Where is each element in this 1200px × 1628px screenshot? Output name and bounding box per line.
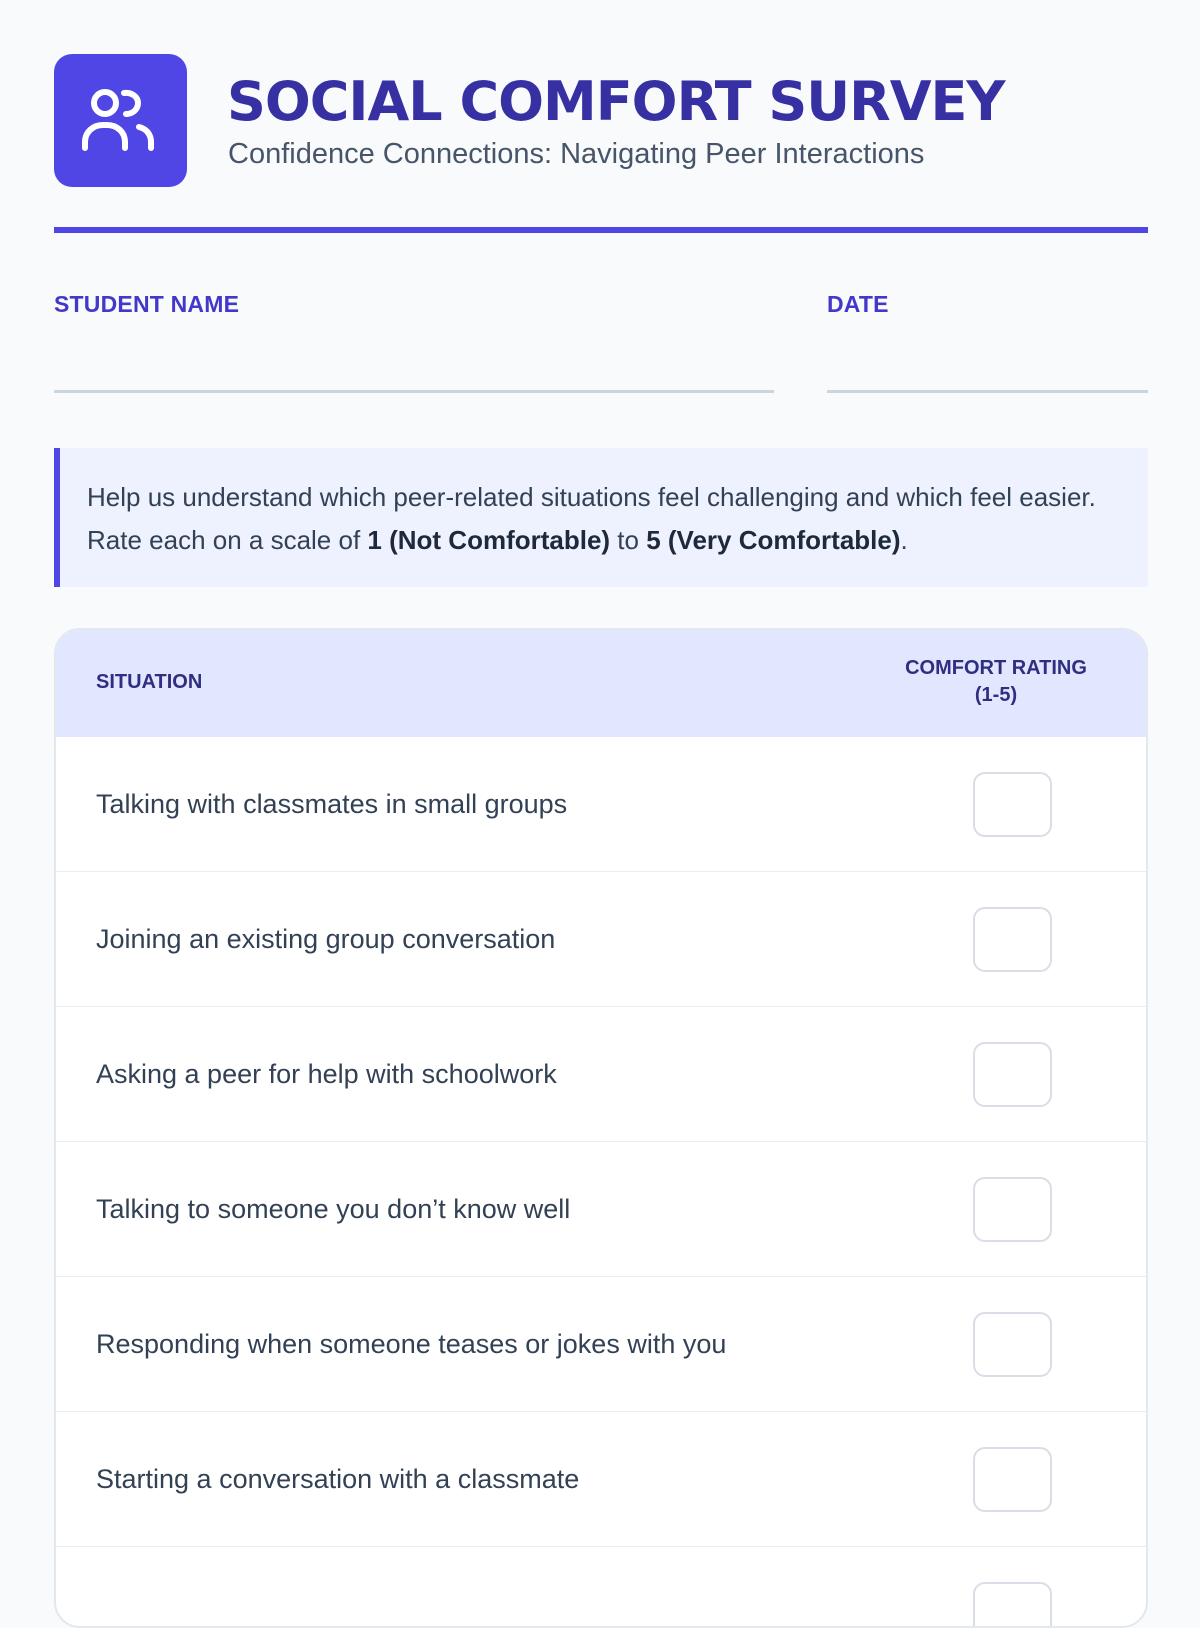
logo	[54, 54, 187, 187]
situation-label: Talking with classmates in small groups	[96, 789, 568, 819]
rating-input[interactable]	[973, 1042, 1052, 1107]
situation-label: Responding when someone teases or jokes with you	[96, 1329, 727, 1359]
header-divider	[54, 227, 1148, 233]
date-field[interactable]	[827, 390, 1148, 393]
student-name-label: STUDENT NAME	[54, 291, 240, 317]
table-row	[56, 1547, 1146, 1628]
situation-label: Talking to someone you don’t know well	[96, 1194, 571, 1224]
instructions-text: Help us understand which peer-related situations feel challenging and which feel easier. Rate each on a scale of	[87, 482, 1096, 555]
column-header-situation: SITUATION	[96, 671, 203, 693]
date-label: DATE	[827, 291, 889, 317]
rating-input[interactable]	[973, 1447, 1052, 1512]
rating-input[interactable]	[973, 772, 1052, 837]
situation-label: Asking a peer for help with schoolwork	[96, 1059, 557, 1089]
page-title: SOCIAL COMFORT SURVEY	[227, 70, 1005, 133]
situation-label: Joining an existing group conversation	[96, 924, 556, 954]
scale-low-label: 1 (Not Comfortable)	[367, 525, 611, 555]
users-icon	[81, 81, 161, 161]
student-name-field[interactable]	[54, 390, 774, 393]
table-header	[56, 630, 1146, 737]
instructions-connector: to	[610, 525, 647, 555]
page-subtitle: Confidence Connections: Navigating Peer Interactions	[228, 138, 925, 170]
table-row	[56, 1277, 1146, 1412]
rating-input[interactable]	[973, 1177, 1052, 1242]
situation-label: Starting a conversation with a classmate	[96, 1464, 580, 1494]
instructions-period: .	[900, 525, 908, 555]
table-row	[56, 1007, 1146, 1142]
rating-input[interactable]	[973, 907, 1052, 972]
table-row	[56, 1142, 1146, 1277]
survey-header	[54, 54, 1148, 188]
survey-table	[54, 628, 1148, 1628]
instructions-box	[54, 448, 1148, 587]
table-row	[56, 1412, 1146, 1547]
rating-input[interactable]	[973, 1582, 1052, 1628]
column-header-rating: COMFORT RATING (1-5)	[905, 657, 1087, 706]
scale-high-label: 5 (Very Comfortable)	[646, 525, 901, 555]
table-row	[56, 737, 1146, 872]
table-row	[56, 872, 1146, 1007]
rating-input[interactable]	[973, 1312, 1052, 1377]
